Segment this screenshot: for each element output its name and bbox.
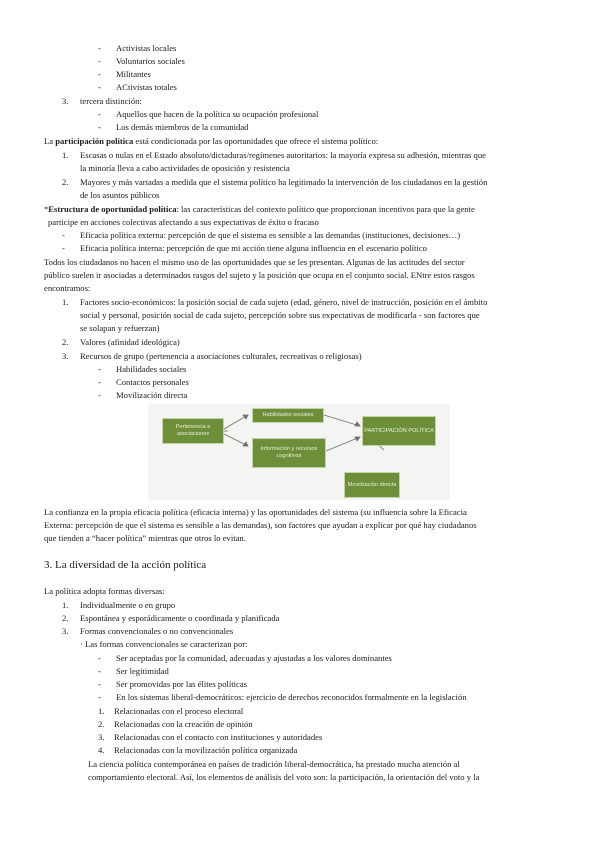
bullet-dash: - — [98, 692, 101, 702]
list-item: Los demás miembros de la comunidad — [116, 122, 249, 132]
paragraph-line: La confianza en la propia eficacia política (eficacia interna) y las oportunidades del sistema (su influencia sobre la Eficacia — [44, 507, 467, 517]
list-number: 1. — [62, 150, 69, 160]
list-item: Mayores y más variadas a medida que el sistema político ha legitimado la intervención de los ciudadanos en la gestión — [80, 177, 488, 187]
paragraph-line: Todos los ciudadanos no hacen el mismo uso de las oportunidades que se les presentan. Algunas de las actitudes del sector — [44, 257, 465, 267]
list-item: Activistas locales — [116, 43, 177, 53]
box-movilizacion: Movilización directa — [344, 472, 400, 498]
bullet-dash: - — [98, 377, 101, 387]
paragraph-line: comportamiento electoral. Así, los elementos de análisis del voto son: la participación, la orientación del voto y la — [88, 772, 480, 782]
paragraph-line: Externa: percepción de que el sistema es sensible a las demandas), son factores que ayudan a explicar por qué hay ciudadanos — [44, 520, 477, 530]
list-item: Relacionadas con la movilización política organizada — [114, 745, 298, 755]
list-item: Militantes — [116, 69, 151, 79]
paragraph-line: público suelen ir asociadas a determinados rasgos del sujeto y la posición que ocupa en el conjunto social. ENtre estos rasgos — [44, 270, 475, 280]
list-item: Individualmente o en grupo — [80, 600, 176, 610]
paragraph-line: · Las formas convencionales se caracterizan por: — [80, 639, 248, 649]
list-number: 2. — [62, 177, 69, 187]
paragraph-line: *Estructura de oportunidad política: las características del contexto político que proporcionan incentivos para que la gente — [44, 204, 475, 214]
box-participacion: PARTICIPACIÓN POLÍTICA — [362, 416, 436, 446]
bullet-dash: - — [98, 364, 101, 374]
bullet-dash: - — [98, 82, 101, 92]
bullet-dash: - — [98, 56, 101, 66]
box-pertenencia: Pertenencia a asociaciones — [162, 418, 224, 444]
list-item: Factores socio-económicos: la posición social de cada sujeto (edad, género, nivel de instrucción, posición en el ámbito — [80, 297, 488, 307]
bullet-dash: - — [98, 69, 101, 79]
arrow-head — [355, 422, 360, 426]
bullet-dash: - — [62, 243, 65, 253]
list-number: 4. — [98, 745, 105, 755]
list-item: Ser promovidas por las élites políticas — [116, 679, 248, 689]
list-item: Relacionadas con la creación de opinión — [114, 719, 253, 729]
bullet-dash: - — [62, 230, 65, 240]
paragraph-line: La ciencia política contemporánea en países de tradición liberal-democrática, ha prestado mucha atención al — [88, 759, 460, 769]
list-item: Habilidades sociales — [116, 364, 187, 374]
list-item: Espontánea y esporádicamente o coordinada y planificada — [80, 613, 280, 623]
list-item: En los sistemas liberal-democráticos: ejercicio de derechos reconocidos formalmente en la legislación — [116, 692, 467, 702]
list-number: 3. — [98, 732, 105, 742]
paragraph-line: que tienden a “hacer política” mientras que otros lo evitan. — [44, 533, 246, 543]
arrow-line — [326, 437, 360, 451]
list-number: 3. — [62, 96, 69, 106]
paragraph-line: La participación política está condicionada por las oportunidades que ofrece el sistema político: — [44, 136, 379, 146]
section-title: 3. La diversidad de la acción política — [44, 559, 207, 571]
list-item: Ser aceptadas por la comunidad, adecuadas y ajustadas a los valores dominantes — [116, 653, 392, 663]
list-item: social y personal, posición social de cada sujeto, percepción sobre sus expectativas de modificarla - son factores que — [80, 310, 480, 320]
list-number: 1. — [62, 600, 69, 610]
list-item: de los asuntos públicos — [80, 190, 160, 200]
list-number: 3. — [62, 626, 69, 636]
list-item: Eficacia política externa: percepción de que el sistema es sensible a las demandas (instituciones, decisiones…) — [80, 230, 461, 240]
list-item: ACtivistas totales — [116, 82, 177, 92]
list-item: Escasas o nulas en el Estado absoluto/dictaduras/regímenes autoritarios: la mayoría expresa su adhesión, mientras que — [80, 150, 486, 160]
bullet-dash: - — [98, 666, 101, 676]
list-item: Recursos de grupo (pertenencia a asociaciones culturales, recreativas o religiosas) — [80, 351, 362, 361]
list-item: Voluntarios sociales — [116, 56, 185, 66]
paragraph-line: La política adopta formas diversas: — [44, 586, 165, 596]
list-item: tercera distinción: — [80, 96, 142, 106]
bullet-dash: - — [98, 679, 101, 689]
arrow-head — [243, 415, 248, 419]
bullet-dash: - — [98, 43, 101, 53]
bullet-dash: - — [98, 109, 101, 119]
paragraph-line: encontramos: — [44, 283, 91, 293]
bullet-dash: - — [98, 122, 101, 132]
list-item: Relacionadas con el proceso electoral — [114, 706, 244, 716]
list-item: Aquellos que hacen de la política su ocupación profesional — [116, 109, 319, 119]
list-item: Movilización directa — [116, 390, 188, 400]
arrow-line — [324, 415, 360, 426]
list-item: Formas convencionales o no convencionales — [80, 626, 234, 636]
list-item: la minoría lleva a cabo actividades de oposición y resistencia — [80, 163, 290, 173]
list-number: 2. — [62, 613, 69, 623]
list-number: 1. — [98, 706, 105, 716]
list-item: Ser legitimidad — [116, 666, 169, 676]
list-item: Relacionadas con el contacto con instituciones y autoridades — [114, 732, 323, 742]
bullet-dash: - — [98, 390, 101, 400]
list-number: 2. — [62, 337, 69, 347]
list-item: Valores (afinidad ideológica) — [80, 337, 180, 347]
list-number: 1. — [62, 297, 69, 307]
box-informacion: Información y recursos cognitivos — [252, 438, 326, 468]
list-item: Eficacia política interna: percepción de que mi acción tiene alguna influencia en el escenario político — [80, 243, 427, 253]
participation-diagram — [148, 404, 450, 500]
arrow-head — [355, 437, 360, 441]
list-number: 2. — [98, 719, 105, 729]
paragraph-line: participe en acciones colectivas afectando a sus expectativas de éxito o fracaso — [48, 217, 319, 227]
box-habilidades: Habilidades sociales — [252, 408, 324, 423]
list-item: Contactos personales — [116, 377, 189, 387]
list-number: 3. — [62, 351, 69, 361]
bullet-dash: - — [98, 653, 101, 663]
list-item: se solapan y refuerzan) — [80, 323, 160, 333]
